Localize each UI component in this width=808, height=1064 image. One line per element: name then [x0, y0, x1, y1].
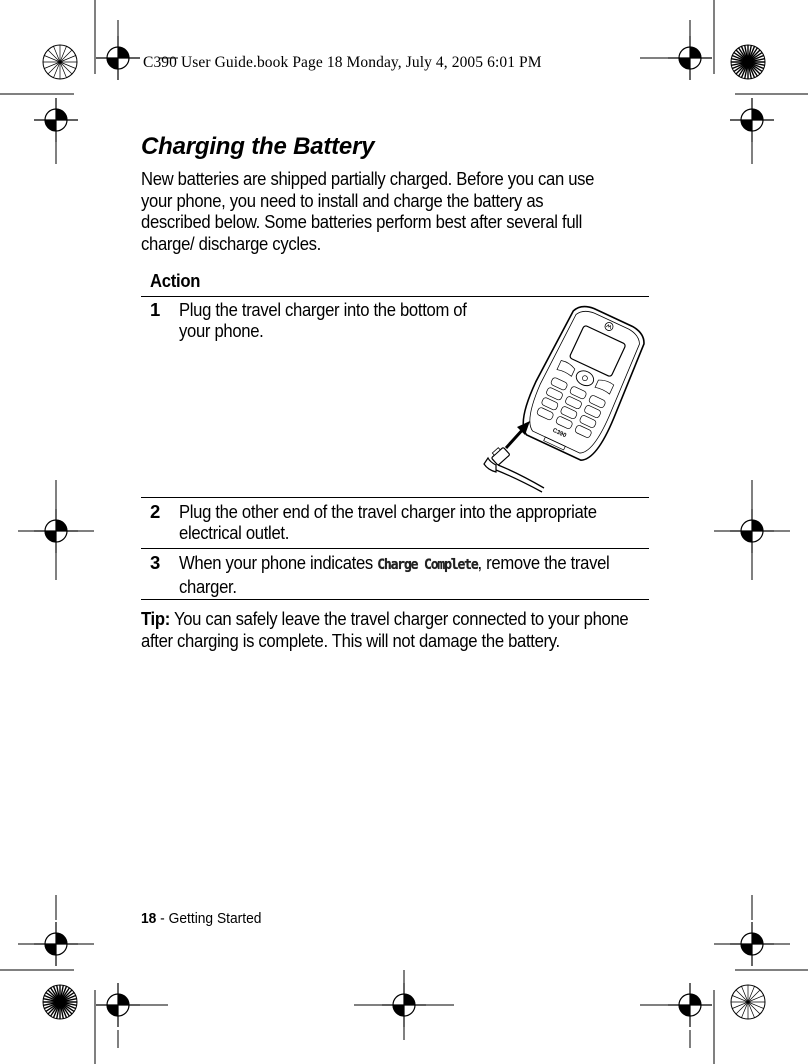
table-rule-top — [141, 296, 649, 297]
step-3-number: 3 — [150, 552, 161, 573]
step-3-text-before: When your phone indicates — [179, 552, 378, 573]
page-footer — [141, 910, 261, 927]
table-rule-bottom — [141, 599, 649, 600]
step-3-text-after: , remove the travel charger. — [179, 552, 610, 597]
action-table-header: Action — [150, 270, 201, 291]
step-2-text: Plug the other end of the travel charger into the appropriate electrical outlet. — [179, 501, 597, 543]
tip-text: You can safely leave the travel charger connected to your phone after charging is complete. This will not damage the battery. — [141, 608, 629, 651]
display-text-charge-complete: Charge Complete — [377, 557, 478, 573]
intro-paragraph: New batteries are shipped partially charged. Before you can use your phone, you need to install and charge the battery as described below. Some batteries perform best after several full charge/ discharge cycles. — [141, 168, 595, 254]
page-number: 18 — [141, 910, 157, 927]
step-1-number: 1 — [150, 299, 161, 320]
table-rule-1 — [141, 497, 649, 498]
step-3-text — [179, 552, 647, 597]
step-2-number: 2 — [150, 501, 161, 522]
footer-section: - Getting Started — [156, 910, 262, 927]
tip-label: Tip: — [141, 608, 170, 629]
step-1-text: Plug the travel charger into the bottom of your phone. — [179, 299, 467, 341]
phone-model-label: C390 — [551, 427, 567, 440]
tip-paragraph — [141, 608, 645, 651]
book-file-header: C390 User Guide.book Page 18 Monday, July 4, 2005 6:01 PM — [143, 54, 542, 71]
page-title: Charging the Battery — [141, 133, 375, 160]
table-rule-2 — [141, 548, 649, 549]
phone-charger-illustration — [476, 300, 646, 495]
